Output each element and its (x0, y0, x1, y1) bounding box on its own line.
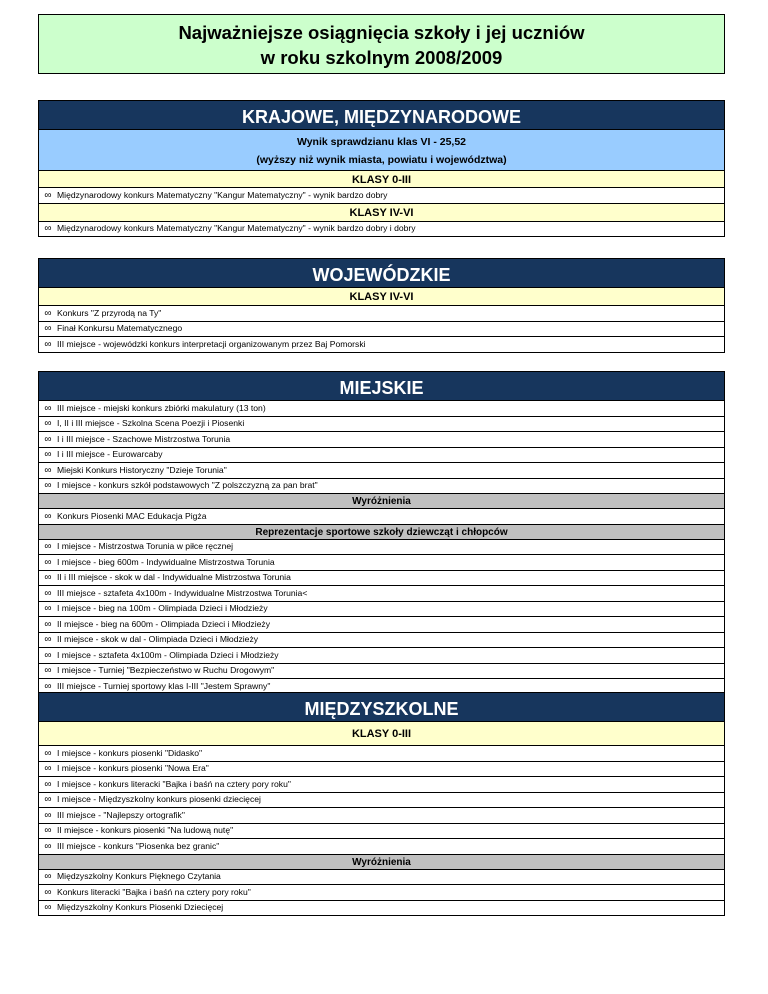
list-item (38, 885, 725, 901)
achievement-list (38, 401, 725, 494)
sub-heading: KLASY 0-III (38, 170, 725, 188)
list-item (38, 222, 725, 238)
infinity-icon: ∞ (44, 541, 52, 553)
list-item (38, 571, 725, 587)
infinity-icon: ∞ (44, 809, 52, 821)
infinity-icon: ∞ (44, 871, 52, 883)
infinity-icon: ∞ (44, 189, 52, 201)
infinity-icon: ∞ (44, 338, 52, 350)
infinity-icon: ∞ (44, 618, 52, 630)
distinctions-list (38, 870, 725, 917)
list-item-text: Międzynarodowy konkurs Matematyczny "Kangur Matematyczny" - wynik bardzo dobry (57, 189, 388, 200)
list-item-text: Finał Konkursu Matematycznego (57, 323, 183, 334)
list-item-text: I miejsce - konkurs piosenki "Didasko" (57, 747, 203, 758)
list-item (38, 617, 725, 633)
infinity-icon: ∞ (44, 902, 52, 914)
list-item-text: II i III miejsce - skok w dal - Indywidualne Mistrzostwa Torunia (57, 572, 291, 583)
list-item (38, 777, 725, 793)
list-item-text: Miejski Konkurs Historyczny "Dzieje Torunia" (57, 464, 227, 475)
infinity-icon: ∞ (44, 680, 52, 692)
infinity-icon: ∞ (44, 603, 52, 615)
list-item-text: I miejsce - Mistrzostwa Torunia w piłce ręcznej (57, 541, 234, 552)
list-item (38, 417, 725, 433)
infinity-icon: ∞ (44, 418, 52, 430)
list-item-text: III miejsce - konkurs "Piosenka bez granic" (57, 840, 220, 851)
sport-list (38, 540, 725, 695)
list-item-text: III miejsce - "Najlepszy ortografik" (57, 809, 185, 820)
list-item-text: III miejsce - miejski konkurs zbiórki makulatury (13 ton) (57, 402, 266, 413)
list-item (38, 602, 725, 618)
list-item-text: I miejsce - bieg na 100m - Olimpiada Dzieci i Młodzieży (57, 603, 268, 614)
infinity-icon: ∞ (44, 763, 52, 775)
section-krajowe (38, 100, 725, 237)
list-item (38, 746, 725, 762)
list-item (38, 401, 725, 417)
list-item-text: I miejsce - konkurs szkół podstawowych "Z polszczyzną za pan brat" (57, 480, 318, 491)
infinity-icon: ∞ (44, 480, 52, 492)
list-item (38, 793, 725, 809)
list-item (38, 479, 725, 495)
list-item (38, 870, 725, 886)
title-line-2: w roku szkolnym 2008/2009 (260, 47, 503, 68)
list-item (38, 337, 725, 353)
infinity-icon: ∞ (44, 323, 52, 335)
list-item (38, 509, 725, 525)
sub-heading: KLASY 0-III (38, 722, 725, 746)
infinity-icon: ∞ (44, 449, 52, 461)
infinity-icon: ∞ (44, 825, 52, 837)
section-wojewodzkie (38, 258, 725, 353)
list-item-text: I i III miejsce - Szachowe Mistrzostwa Torunia (57, 433, 231, 444)
list-item-text: II miejsce - konkurs piosenki "Na ludową nutę" (57, 825, 234, 836)
infinity-icon: ∞ (44, 223, 52, 235)
infinity-icon: ∞ (44, 665, 52, 677)
list-item (38, 839, 725, 855)
section-miejskie (38, 371, 725, 695)
section-heading: MIĘDZYSZKOLNE (38, 692, 725, 722)
list-item (38, 448, 725, 464)
infinity-icon: ∞ (44, 587, 52, 599)
list-item-text: I miejsce - bieg 600m - Indywidualne Mistrzostwa Torunia (57, 556, 275, 567)
list-item-text: Konkurs literacki "Bajka i baśń na cztery pory roku" (57, 886, 251, 897)
list-item (38, 586, 725, 602)
infinity-icon: ∞ (44, 402, 52, 414)
distinctions-list (38, 509, 725, 525)
list-item (38, 762, 725, 778)
infinity-icon: ∞ (44, 886, 52, 898)
list-item (38, 648, 725, 664)
infinity-icon: ∞ (44, 649, 52, 661)
list-item (38, 188, 725, 204)
list-item (38, 322, 725, 338)
exam-result: Wynik sprawdzianu klas VI - 25,52 (38, 130, 725, 150)
list-item-text: III miejsce - wojewódzki konkurs interpretacji organizowanym przez Baj Pomorski (57, 338, 366, 349)
list-item-text: Międzyszkolny Konkurs Pięknego Czytania (57, 871, 221, 882)
list-item-text: III miejsce - sztafeta 4x100m - Indywidualne Mistrzostwa Torunia< (57, 587, 308, 598)
section-miedzyszkolne (38, 692, 725, 916)
list-item-text: Międzyszkolny Konkurs Piosenki Dziecięcej (57, 902, 224, 913)
list-item-text: Konkurs Piosenki MAC Edukacja Pigża (57, 510, 207, 521)
list-item-text: III miejsce - Turniej sportowy klas I-III "Jestem Sprawny" (57, 680, 271, 691)
achievement-list (38, 306, 725, 353)
distinctions-heading: Wyróżnienia (38, 494, 725, 509)
achievement-list (38, 222, 725, 238)
list-item (38, 664, 725, 680)
list-item-text: I i III miejsce - Eurowarcaby (57, 449, 163, 460)
list-item (38, 633, 725, 649)
list-item (38, 555, 725, 571)
document-title (38, 14, 725, 74)
infinity-icon: ∞ (44, 794, 52, 806)
exam-result-note: (wyższy niż wynik miasta, powiatu i województwa) (38, 150, 725, 170)
infinity-icon: ∞ (44, 464, 52, 476)
list-item-text: Międzynarodowy konkurs Matematyczny "Kangur Matematyczny" - wynik bardzo dobry i dobry (57, 223, 416, 234)
distinctions-heading: Wyróżnienia (38, 855, 725, 870)
list-item (38, 432, 725, 448)
section-heading: MIEJSKIE (38, 371, 725, 401)
infinity-icon: ∞ (44, 307, 52, 319)
list-item (38, 463, 725, 479)
list-item-text: II miejsce - bieg na 600m - Olimpiada Dzieci i Młodzieży (57, 618, 271, 629)
list-item (38, 540, 725, 556)
infinity-icon: ∞ (44, 840, 52, 852)
list-item-text: I, II i III miejsce - Szkolna Scena Poezji i Piosenki (57, 418, 245, 429)
sub-heading: KLASY IV-VI (38, 288, 725, 306)
list-item (38, 306, 725, 322)
list-item-text: Konkurs "Z przyrodą na Ty" (57, 307, 162, 318)
list-item-text: I miejsce - konkurs piosenki "Nowa Era" (57, 763, 209, 774)
list-item (38, 901, 725, 917)
list-item (38, 808, 725, 824)
sub-heading: KLASY IV-VI (38, 204, 725, 222)
infinity-icon: ∞ (44, 510, 52, 522)
list-item-text: I miejsce - sztafeta 4x100m - Olimpiada Dzieci i Młodzieży (57, 649, 279, 660)
achievement-list (38, 746, 725, 855)
list-item-text: I miejsce - konkurs literacki "Bajka i baśń na cztery pory roku" (57, 778, 291, 789)
infinity-icon: ∞ (44, 433, 52, 445)
list-item-text: I miejsce - Międzyszkolny konkurs piosenki dziecięcej (57, 794, 261, 805)
section-heading: WOJEWÓDZKIE (38, 258, 725, 288)
list-item (38, 824, 725, 840)
infinity-icon: ∞ (44, 747, 52, 759)
list-item-text: I miejsce - Turniej "Bezpieczeństwo w Ruchu Drogowym" (57, 665, 275, 676)
title-line-1: Najważniejsze osiągnięcia szkoły i jej uczniów (178, 22, 585, 43)
list-item-text: II miejsce - skok w dal - Olimpiada Dzieci i Młodzieży (57, 634, 259, 645)
infinity-icon: ∞ (44, 634, 52, 646)
infinity-icon: ∞ (44, 778, 52, 790)
infinity-icon: ∞ (44, 572, 52, 584)
infinity-icon: ∞ (44, 556, 52, 568)
sport-heading: Reprezentacje sportowe szkoły dziewcząt i chłopców (38, 525, 725, 540)
achievement-list (38, 188, 725, 204)
section-heading: KRAJOWE, MIĘDZYNARODOWE (38, 100, 725, 130)
